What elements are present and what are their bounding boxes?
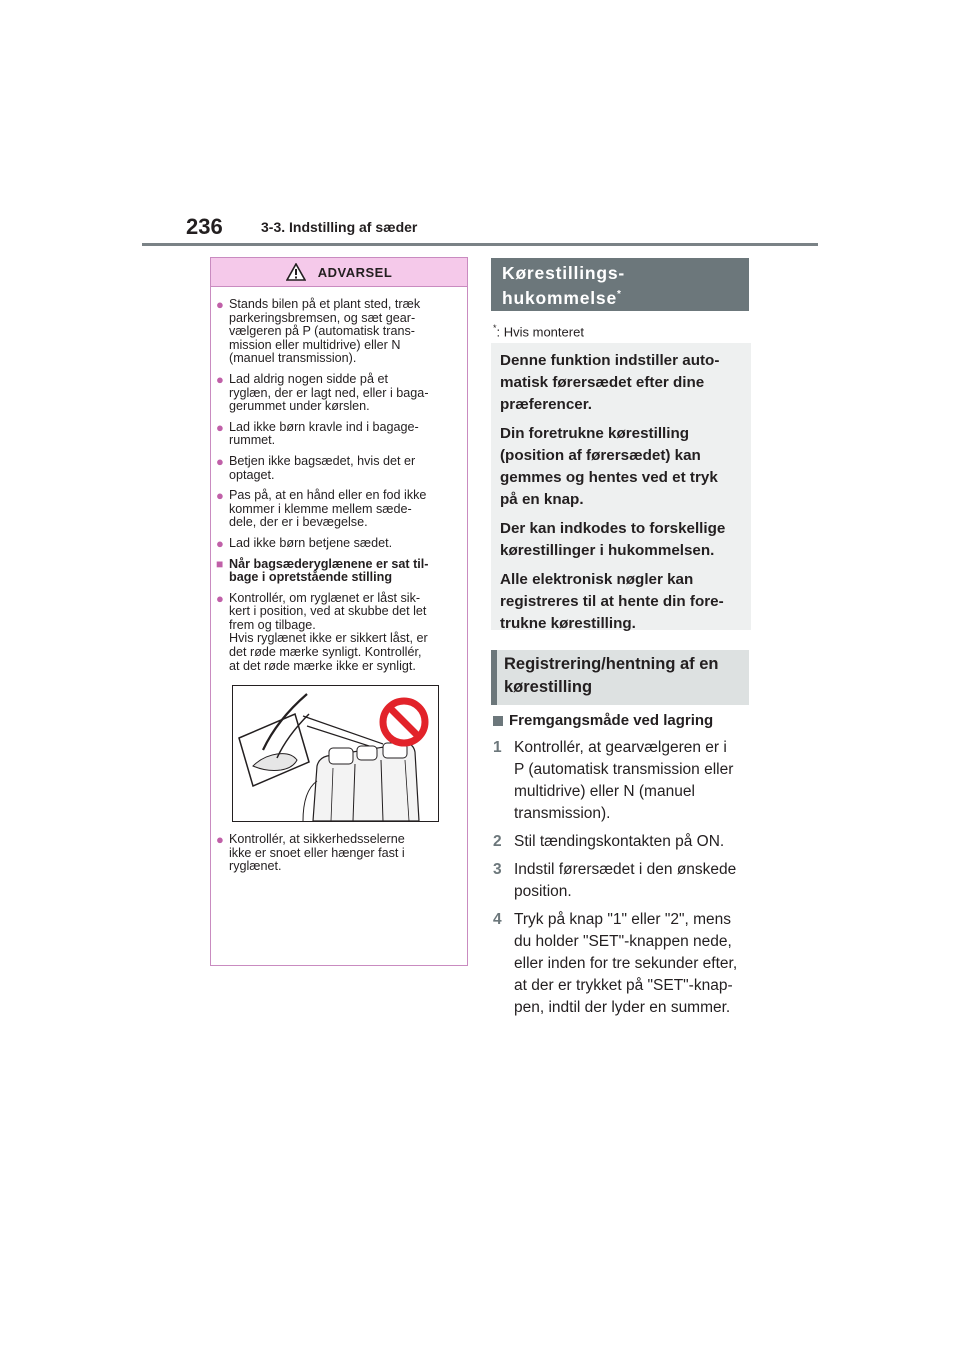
warning-item-text: Lad ikke børn kravle ind i bagage- rummet. — [229, 419, 419, 448]
warning-item — [216, 421, 461, 448]
bullet-icon: ● — [216, 453, 224, 469]
intro-paragraph: Din foretrukne kørestilling (position af førersædet) kan gemmes og hentes ved et tryk på en knap. — [500, 425, 718, 508]
intro-box — [491, 343, 751, 630]
warning-item — [216, 298, 461, 366]
intro-paragraph: Denne funktion indstiller auto- matisk førersædet efter dine præferencer. — [500, 352, 720, 413]
footnote-mark: * — [493, 323, 497, 333]
procedure-step — [493, 831, 753, 853]
step-number: 3 — [493, 861, 502, 878]
intro-paragraph: Der kan indkodes to forskellige kørestillinger i hukommelsen. — [500, 520, 726, 559]
warning-item-text: Kontrollér, at sikkerhedsselerne ikke er snoet eller hænger fast i ryglænet. — [229, 832, 405, 874]
warning-item — [216, 833, 461, 874]
bullet-icon: ● — [216, 488, 224, 504]
procedure-steps — [493, 737, 753, 1025]
bullet-icon: ● — [216, 590, 224, 606]
procedure-step — [493, 859, 753, 903]
step-number: 2 — [493, 833, 502, 850]
register-section-header: Registrering/hentning af en kørestilling — [491, 650, 749, 705]
step-text: Kontrollér, at gearvælgeren er i P (automatisk transmission eller multidrive) eller N (manuel transmission). — [514, 739, 734, 822]
warning-subheading — [216, 558, 461, 585]
warning-box — [210, 257, 468, 966]
step-number: 4 — [493, 911, 502, 928]
procedure-title: Fremgangsmåde ved lagring — [509, 712, 714, 729]
footnote — [493, 323, 584, 339]
step-text: Stil tændingskontakten på ON. — [514, 833, 725, 850]
procedure-step — [493, 909, 753, 1019]
bullet-icon: ● — [216, 535, 224, 551]
warning-item-text: Pas på, at en hånd eller en fod ikke kommer i klemme mellem sæde- dele, der er i bevægelse. — [229, 488, 427, 530]
warning-item — [216, 373, 461, 414]
warning-item-text: Når bagsæderyglænene er sat til- bage i opretstående stilling — [229, 556, 429, 585]
section-title: 3-3. Indstilling af sæder — [261, 219, 418, 235]
header-rule — [142, 243, 818, 246]
warning-item-text: Lad aldrig nogen sidde på et ryglæn, der er lagt ned, eller i baga- gerummet under kørslen. — [229, 371, 429, 414]
memory-title-mark: * — [616, 289, 622, 300]
bullet-icon: ● — [216, 832, 224, 848]
step-number: 1 — [493, 739, 502, 756]
rear-seat-illustration — [232, 685, 439, 822]
warning-item — [216, 489, 461, 530]
warning-triangle-icon — [286, 263, 306, 281]
square-bullet-icon — [493, 716, 503, 726]
bullet-icon: ● — [216, 371, 224, 387]
warning-item — [216, 592, 461, 674]
memory-title-line1: Kørestillings- — [502, 263, 626, 283]
memory-title-line2: hukommelse — [502, 287, 617, 308]
page-number: 236 — [186, 214, 223, 239]
warning-item — [216, 455, 461, 482]
step-text: Indstil førersædet i den ønskede position. — [514, 861, 737, 900]
warning-item-text: Lad ikke børn betjene sædet. — [229, 535, 393, 550]
warning-item — [216, 537, 461, 551]
square-bullet-icon: ■ — [216, 556, 224, 571]
footnote-text: : Hvis monteret — [496, 324, 584, 340]
procedure-step — [493, 737, 753, 825]
warning-item-text: Betjen ikke bagsædet, hvis det er optaget. — [229, 453, 416, 482]
intro-paragraph: Alle elektronisk nøgler kan registreres til at hente din fore- trukne kørestilling. — [500, 571, 724, 632]
warning-item-text: Kontrollér, om ryglænet er låst sik- kert i position, ved at skubbe det let frem og tilbage. Hvis ryglænet ikke er sikkert låst, er det røde mærke synligt. Kontrollér, at det røde mærke ikke er synligt. — [229, 590, 428, 673]
warning-header — [211, 258, 467, 287]
memory-section-header — [491, 258, 749, 311]
warning-item-text: Stands bilen på et plant sted, træk parkeringsbremsen, og sæt gear- vælgeren på P (automatisk trans- mission eller multidrive) eller N (manuel transmission). — [229, 297, 421, 366]
bullet-icon: ● — [216, 297, 224, 312]
warning-list — [211, 287, 467, 673]
step-text: Tryk på knap "1" eller "2", mens du holder "SET"-knappen nede, eller inden for tre sekunder efter, at der er trykket på "SET"-knap- pen, indtil der lyder en summer. — [514, 911, 738, 1016]
warning-list-end — [211, 822, 467, 874]
rear-seat-drawing — [233, 686, 438, 821]
procedure-heading — [493, 712, 713, 729]
warning-title: ADVARSEL — [317, 264, 393, 280]
bullet-icon: ● — [216, 419, 224, 435]
